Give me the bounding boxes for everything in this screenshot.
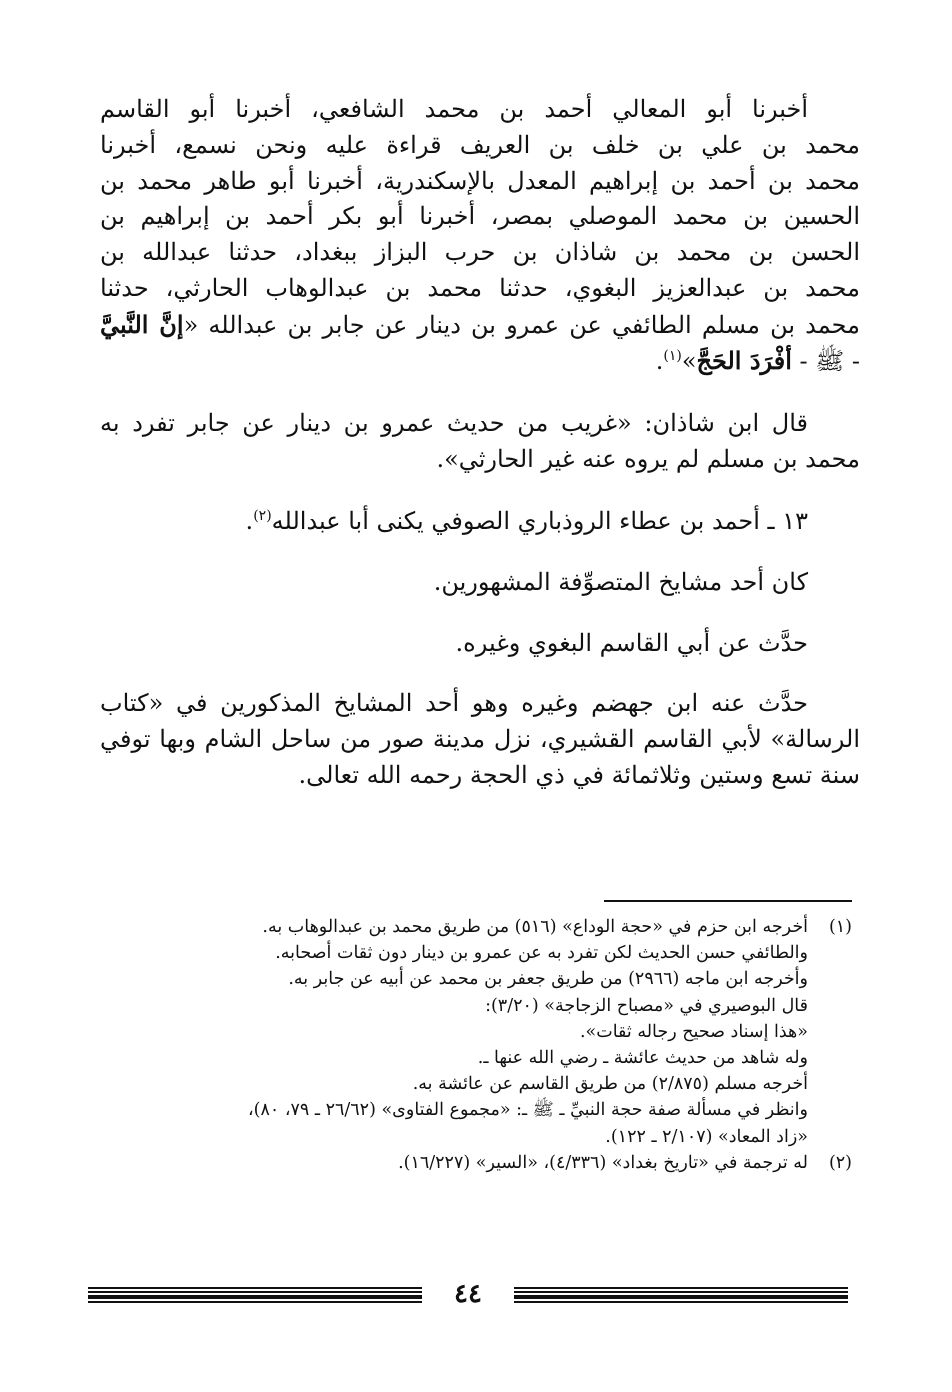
footer-rule-right (514, 1287, 848, 1303)
page-number: ٤٤ (454, 1279, 482, 1309)
spacer (100, 478, 860, 503)
spacer (100, 661, 860, 686)
footnote-text: أخرجه مسلم (٢/٨٧٥) من طريق القاسم عن عائشة به. (412, 1074, 808, 1095)
period: . (245, 506, 254, 535)
footnote-line (92, 1045, 852, 1071)
footnote-text: والطائفي حسن الحديث لكن تفرد به عن عمرو بن دينار دون ثقات أصحابه. (275, 943, 808, 964)
footnote-line (92, 1150, 852, 1176)
paragraph-ibn-shadhan (100, 406, 860, 478)
footnote-ref-2: (٢) (253, 507, 272, 524)
text-line: قال ابن شاذان: «غريب من حديث عمرو بن دينار عن جابر تفرد به (100, 409, 808, 438)
footnote-line (92, 966, 852, 992)
paragraph-biography (100, 686, 860, 793)
text-line: الحسن بن محمد بن شاذان بن حرب البزاز ببغداد، حدثنا عبدالله بن (100, 238, 860, 267)
footnote-line (92, 940, 852, 966)
footnote-line (92, 914, 852, 940)
footnote-line (92, 1071, 852, 1097)
entry-heading-text: ١٣ ـ أحمد بن عطاء الروذباري الصوفي يكنى أبا عبدالله (271, 506, 808, 535)
text-line (100, 343, 860, 379)
footnote-line (92, 993, 852, 1019)
spacer (100, 539, 860, 564)
hadith-text-end: أفْرَدَ الحَجَّ (696, 345, 792, 375)
footnote-line (92, 1097, 852, 1123)
footnote-line (92, 1019, 852, 1045)
text-line: سنة تسع وستين وثلاثمائة في ذي الحجة رحمه الله تعالى. (298, 760, 860, 789)
footnote-text: وانظر في مسألة صفة حجة النبيِّ ـ ﷺ ـ: «مجموع الفتاوى» (٢٦/٦٢ ـ ٧٩، ٨٠)، (247, 1100, 808, 1121)
text-line: حدَّث عنه ابن جهضم وغيره وهو أحد المشايخ المذكورين في «كتاب (100, 688, 808, 717)
salutation: - ﷺ - (791, 346, 860, 375)
entry-heading (100, 503, 860, 539)
footnote-text: قال البوصيري في «مصباح الزجاجة» (٣/٢٠): (485, 995, 808, 1016)
paragraph-isnad (100, 92, 860, 378)
text-line: محمد بن علي بن خلف بن العريف قراءة عليه ونحن نسمع، أخبرنا (100, 130, 860, 159)
footnote-number-2: (٢) (828, 1152, 852, 1173)
sufi-line: كان أحد مشايخ المتصوِّفة المشهورين. (433, 567, 808, 596)
spacer (100, 600, 860, 625)
footnote-number-1: (١) (828, 917, 852, 937)
text-line: أخبرنا أبو المعالي أحمد بن محمد الشافعي، أخبرنا أبو القاسم (100, 95, 808, 123)
period: . (655, 346, 664, 375)
footnote-text: «زاد المعاد» (٢/١٠٧ ـ ١٢٢). (605, 1126, 808, 1147)
main-text (100, 92, 860, 793)
footnote-text: «هذا إسناد صحيح رجاله ثقات». (579, 1021, 808, 1042)
isnad-chain-end: محمد بن مسلم الطائفي عن عمرو بن دينار عن جابر بن عبدالله « (183, 310, 860, 339)
text-line: محمد بن مسلم لم يروه عنه غير الحارثي». (436, 445, 860, 474)
footer-rule-left (88, 1287, 422, 1303)
footnote-text: أخرجه ابن حزم في «حجة الوداع» (٥١٦) من طريق محمد بن عبدالوهاب به. (262, 917, 808, 937)
text-line: الحسين بن محمد الموصلي بمصر، أخبرنا أبو بكر أحمد بن إبراهيم بن (100, 202, 860, 231)
text-line (100, 307, 860, 343)
footnotes (92, 914, 852, 1176)
footnote-line (92, 1124, 852, 1150)
footnote-separator (604, 900, 852, 902)
hadith-text-start: إنَّ النَّبيَّ (100, 309, 184, 339)
footnote-ref-1: (١) (663, 347, 682, 364)
footnote-text: له ترجمة في «تاريخ بغداد» (٤/٣٣٦)، «السير» (١٦/٢٢٧). (398, 1152, 808, 1173)
text-line: محمد بن عبدالعزيز البغوي، حدثنا محمد بن عبدالوهاب الحارثي، حدثنا (100, 273, 860, 302)
closing-quote: » (681, 346, 697, 375)
footnote-text: وأخرجه ابن ماجه (٢٩٦٦) من طريق جعفر بن محمد عن أبيه عن جابر به. (288, 969, 808, 990)
page-footer (88, 1279, 848, 1309)
narrated-line: حدَّث عن أبي القاسم البغوي وغيره. (455, 628, 808, 657)
spacer (100, 378, 860, 406)
footnote-text: وله شاهد من حديث عائشة ـ رضي الله عنها ـ. (477, 1047, 808, 1068)
text-line: محمد بن أحمد بن إبراهيم المعدل بالإسكندرية، أخبرنا أبو طاهر محمد بن (100, 166, 860, 195)
text-line: الرسالة» لأبي القاسم القشيري، نزل مدينة صور من ساحل الشام وبها توفي (100, 724, 860, 753)
